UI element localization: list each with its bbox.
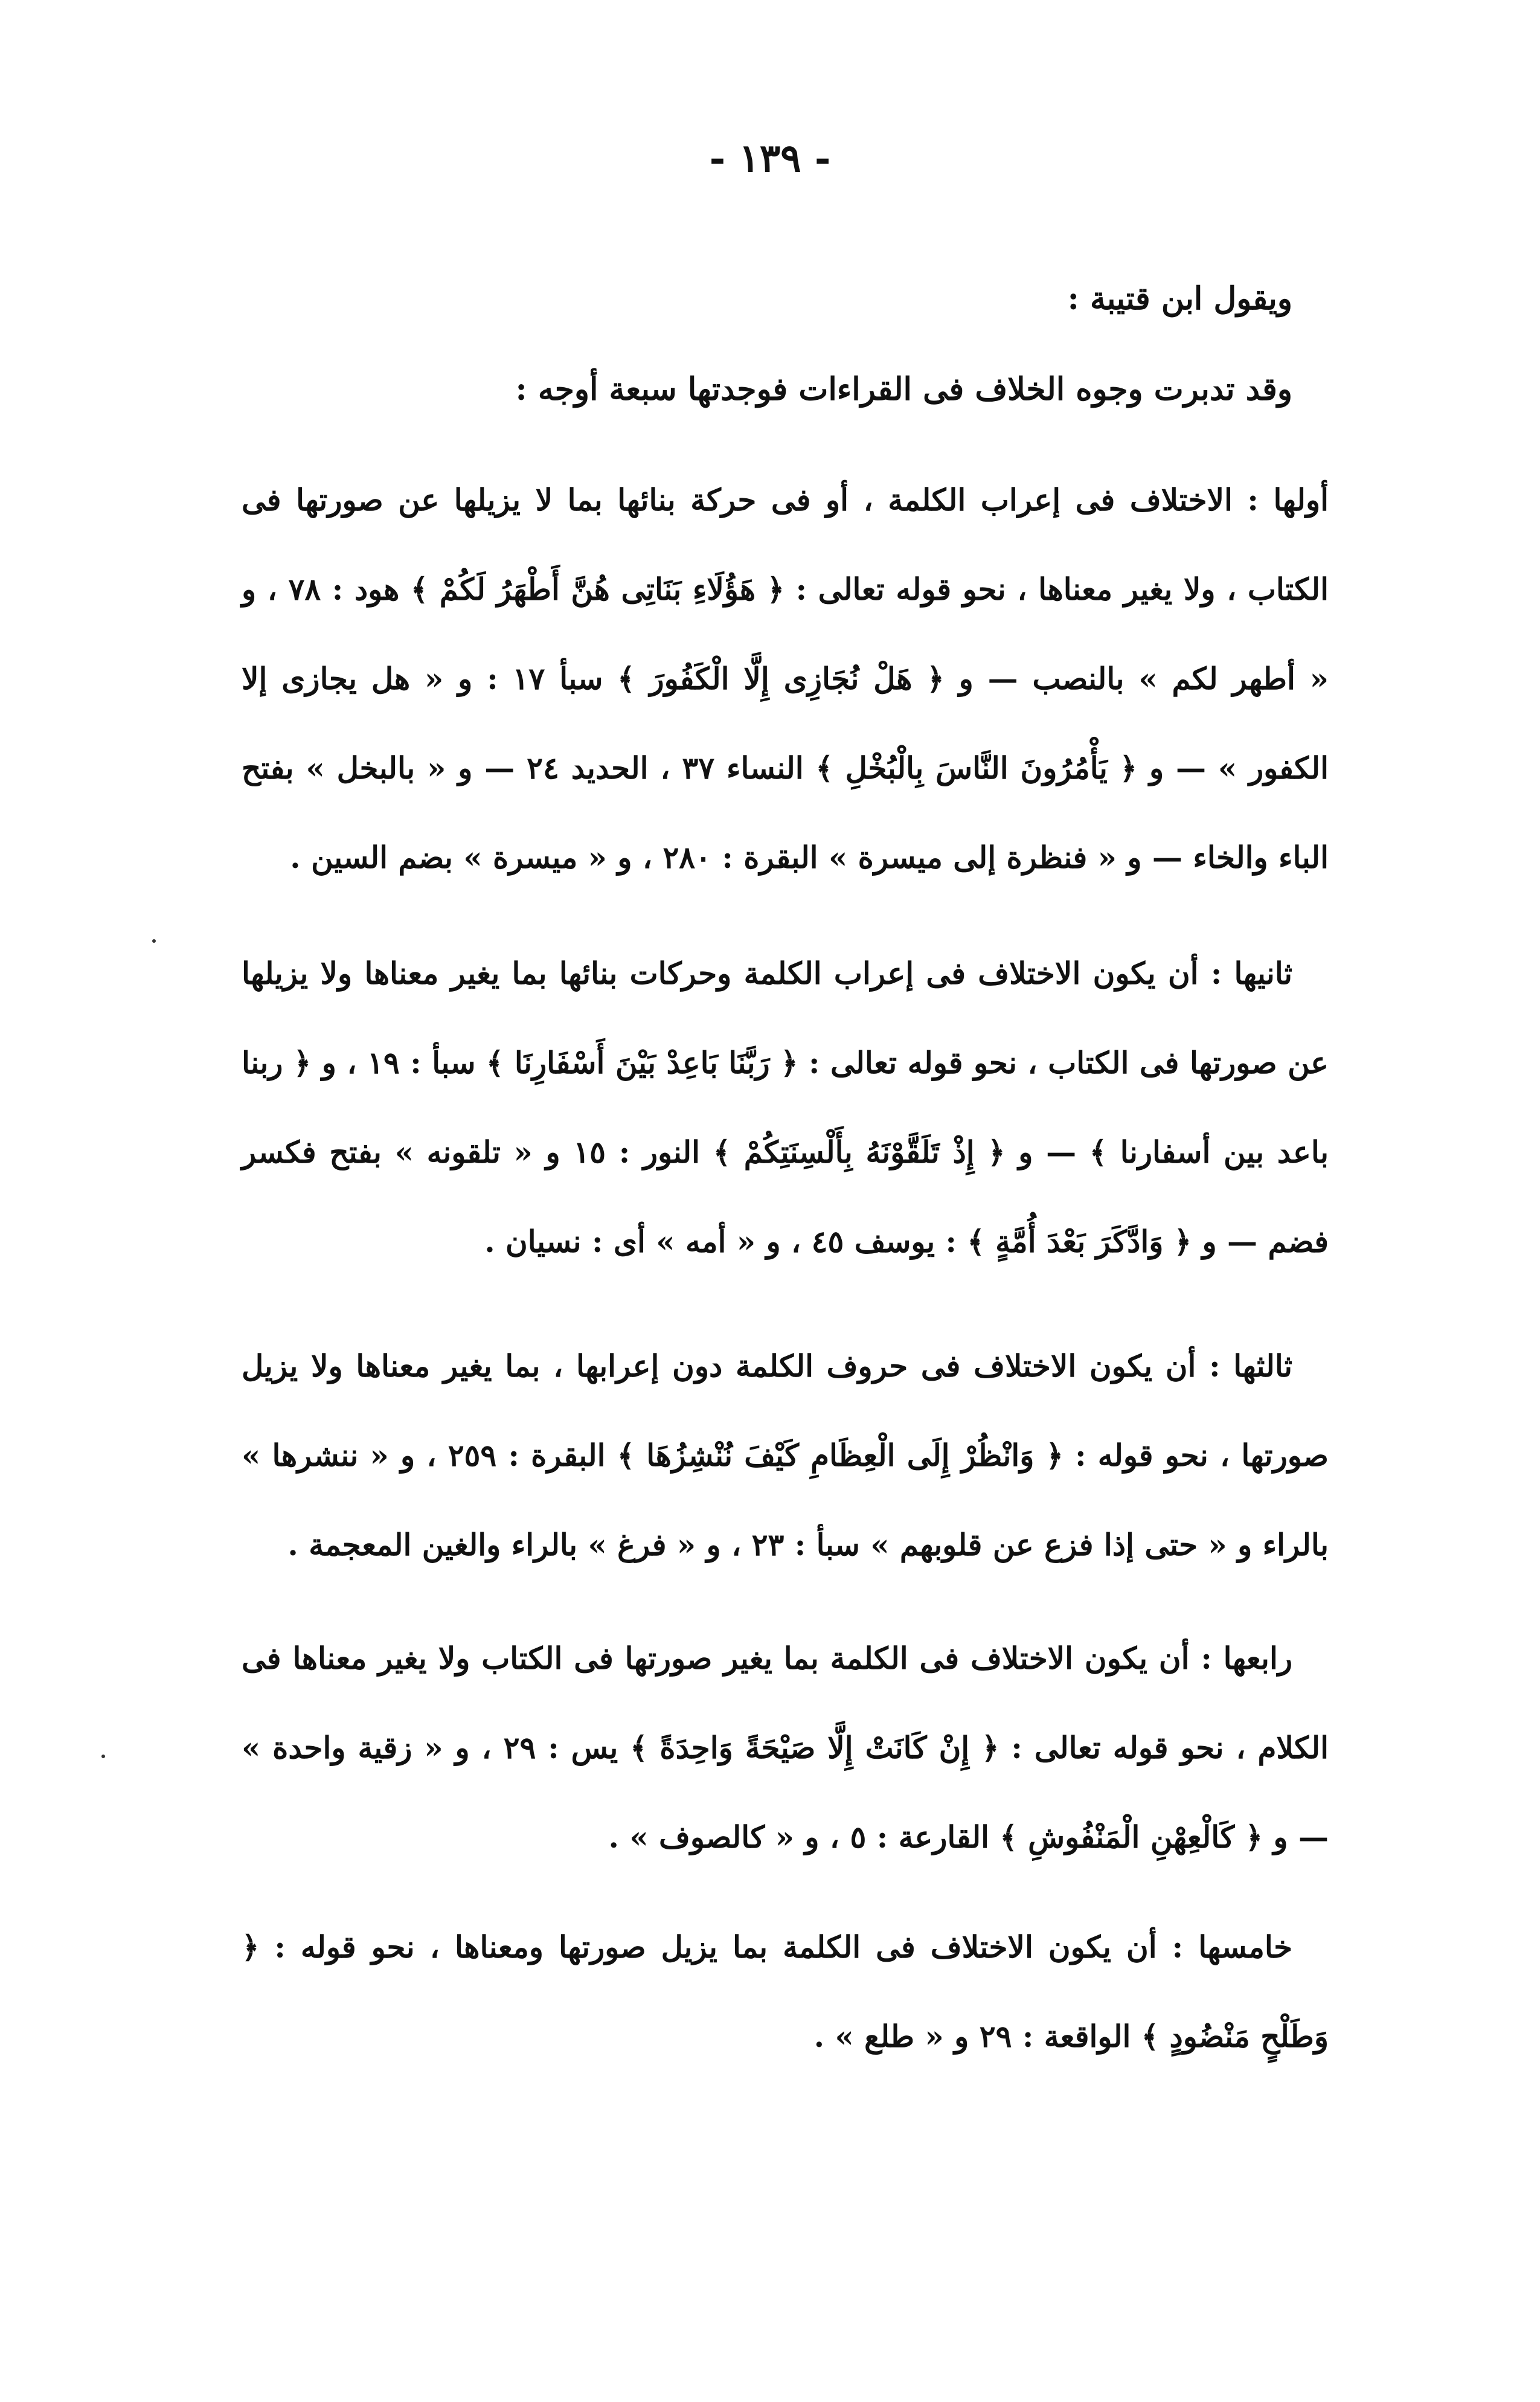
attribution-line: ويقول ابن قتيبة :	[1067, 280, 1292, 317]
section-second: ثانيها : أن يكون الاختلاف فى إعراب الكلمة وحركات بنائها بما يغير معناها ولا يزيلها عن صورتها فى الكتاب ، نحو قوله تعالى : ﴿ رَبَّنَا بَاعِدْ بَيْنَ أَسْفَارِنَا ﴾ سبأ : ١٩ ، و ﴿ ربنا باعد بين أسفارنا ﴾ — و ﴿ إِذْ تَلَقَّوْنَهُ بِأَلْسِنَتِكُمْ ﴾ النور : ١٥ و « تلقونه » بفتح فكسر فضم — و ﴿ وَادَّكَرَ بَعْدَ أُمَّةٍ ﴾ : يوسف ٤٥ ، و « أمه » أى : نسيان .	[242, 955, 1329, 1259]
section-fifth: خامسها : أن يكون الاختلاف فى الكلمة بما يزيل صورتها ومعناها ، نحو قوله : ﴿ وَطَلْحٍ مَنْضُودٍ ﴾ الواقعة : ٢٩ و « طلع » .	[242, 1929, 1329, 2054]
page-body	[242, 254, 1329, 2081]
scan-speck	[101, 1755, 105, 1758]
page-number: - ١٣٩ -	[709, 136, 831, 181]
section-third: ثالثها : أن يكون الاختلاف فى حروف الكلمة دون إعرابها ، بما يغير معناها ولا يزيل صورتها ، نحو قوله : ﴿ وَانْظُرْ إِلَى الْعِظَامِ كَيْفَ نُنْشِزُهَا ﴾ البقرة : ٢٥٩ ، و « ننشرها » بالراء و « حتى إذا فزع عن قلوبهم » سبأ : ٢٣ ، و « فرغ » بالراء والغين المعجمة .	[242, 1348, 1329, 1562]
scan-speck	[152, 939, 156, 943]
intro-statement: وقد تدبرت وجوه الخلاف فى القراءات فوجدتها سبعة أوجه :	[515, 371, 1292, 408]
section-fourth: رابعها : أن يكون الاختلاف فى الكلمة بما يغير صورتها فى الكتاب ولا يغير معناها فى الكلام ، نحو قوله تعالى : ﴿ إِنْ كَانَتْ إِلَّا صَيْحَةً وَاحِدَةً ﴾ يس : ٢٩ ، و « زقية واحدة » — و ﴿ كَالْعِهْنِ الْمَنْفُوشِ ﴾ القارعة : ٥ ، و « كالصوف » .	[242, 1640, 1329, 1855]
section-first: أولها : الاختلاف فى إعراب الكلمة ، أو فى حركة بنائها بما لا يزيلها عن صورتها فى الكتاب ، ولا يغير معناها ، نحو قوله تعالى : ﴿ هَؤُلَاءِ بَنَاتِى هُنَّ أَطْهَرُ لَكُمْ ﴾ هود : ٧٨ ، و « أطهر لكم » بالنصب — و ﴿ هَلْ نُجَازِى إِلَّا الْكَفُورَ ﴾ سبأ ١٧ : و « هل يجازى إلا الكفور » — و ﴿ يَأْمُرُونَ النَّاسَ بِالْبُخْلِ ﴾ النساء ٣٧ ، الحديد ٢٤ — و « بالبخل » بفتح الباء والخاء — و « فنظرة إلى ميسرة » البقرة : ٢٨٠ ، و « ميسرة » بضم السين .	[242, 482, 1329, 875]
